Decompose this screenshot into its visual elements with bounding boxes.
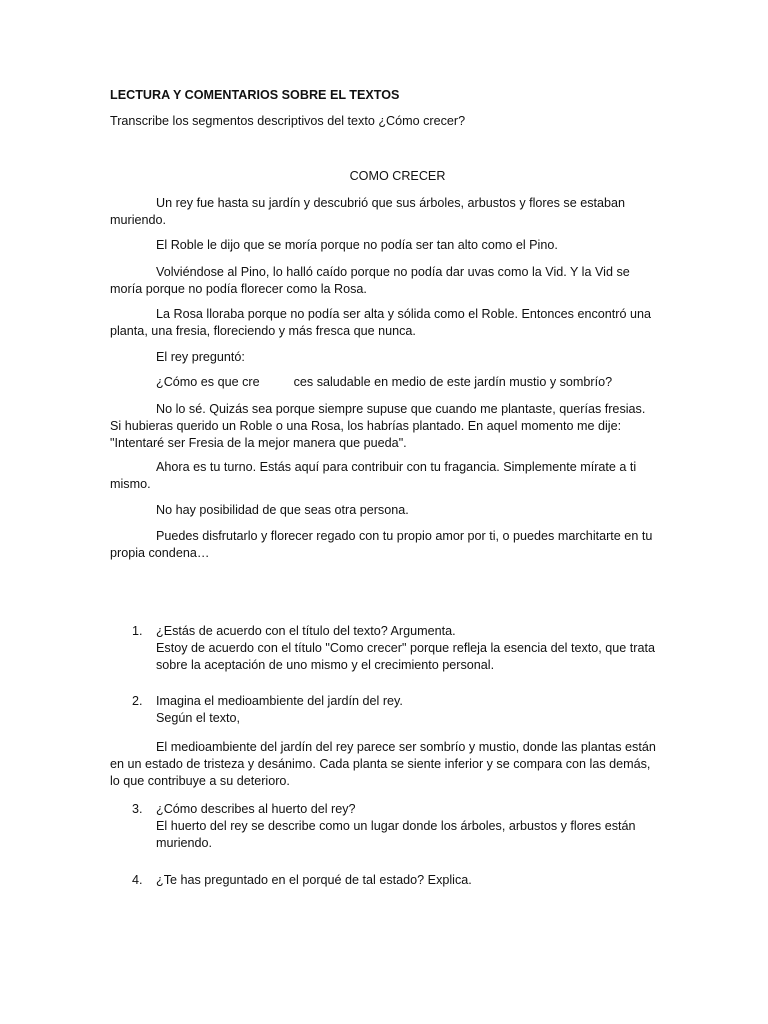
- question-part-2: ces saludable en medio de este jardín mustio y sombrío?: [293, 375, 613, 389]
- answer-text: Según el texto,: [156, 711, 241, 725]
- answer-text: El huerto del rey se describe como un lugar donde los árboles, arbustos y flores están muriendo.: [156, 819, 636, 850]
- instruction-text: Transcribe los segmentos descriptivos del texto ¿Cómo crecer?: [110, 114, 466, 128]
- question-body: [156, 801, 666, 852]
- story-paragraph: Puedes disfrutarlo y florecer regado con tu propio amor por ti, o puedes marchitarte en tu propia condena…: [110, 529, 653, 560]
- story-paragraph: Ahora es tu turno. Estás aquí para contribuir con tu fragancia. Simplemente mírate a ti mismo.: [110, 460, 637, 491]
- question-number: 4.: [132, 873, 143, 887]
- question-part-1: ¿Cómo es que cre: [156, 375, 260, 389]
- question-body: [156, 623, 666, 674]
- question-body: [156, 872, 666, 889]
- answer-paragraph: El medioambiente del jardín del rey parece ser sombrío y mustio, donde las plantas están en un estado de tristeza y desánimo. Cada planta se siente inferior y se compara con las demás, lo que contribuye a su deterioro.: [110, 740, 656, 788]
- question-number: 3.: [132, 802, 143, 816]
- story-title: COMO CRECER: [349, 169, 446, 183]
- question-text: ¿Cómo describes al huerto del rey?: [156, 802, 356, 816]
- story-paragraph: La Rosa lloraba porque no podía ser alta y sólida como el Roble. Entonces encontró una planta, una fresia, floreciendo y más fresca que nunca.: [110, 307, 651, 338]
- question-text: ¿Estás de acuerdo con el título del texto? Argumenta.: [156, 624, 456, 638]
- story-paragraph: Un rey fue hasta su jardín y descubrió que sus árboles, arbustos y flores se estaban muriendo.: [110, 196, 626, 227]
- question-text: Imagina el medioambiente del jardín del rey.: [156, 694, 403, 708]
- story-paragraph: El rey preguntó:: [156, 350, 245, 364]
- question-body: [156, 693, 666, 727]
- story-paragraph: No lo sé. Quizás sea porque siempre supuse que cuando me plantaste, querías fresias. Si hubieras querido un Roble o una Rosa, los habrías plantado. En aquel momento me dije: "Intentaré ser Fresia de la mejor manera que pueda".: [110, 402, 646, 450]
- answer-text: Estoy de acuerdo con el título "Como crecer" porque refleja la esencia del texto, que trata sobre la aceptación de uno mismo y el crecimiento personal.: [156, 641, 655, 672]
- story-paragraph: Volviéndose al Pino, lo halló caído porque no podía dar uvas como la Vid. Y la Vid se moría porque no podía florecer como la Rosa.: [110, 265, 630, 296]
- story-paragraph: El Roble le dijo que se moría porque no podía ser tan alto como el Pino.: [156, 238, 558, 252]
- story-paragraph: [110, 374, 660, 391]
- question-number: 1.: [132, 624, 143, 638]
- question-text: ¿Te has preguntado en el porqué de tal estado? Explica.: [156, 873, 472, 887]
- document-heading: LECTURA Y COMENTARIOS SOBRE EL TEXTOS: [110, 88, 400, 102]
- question-number: 2.: [132, 694, 143, 708]
- story-paragraph: No hay posibilidad de que seas otra persona.: [156, 503, 409, 517]
